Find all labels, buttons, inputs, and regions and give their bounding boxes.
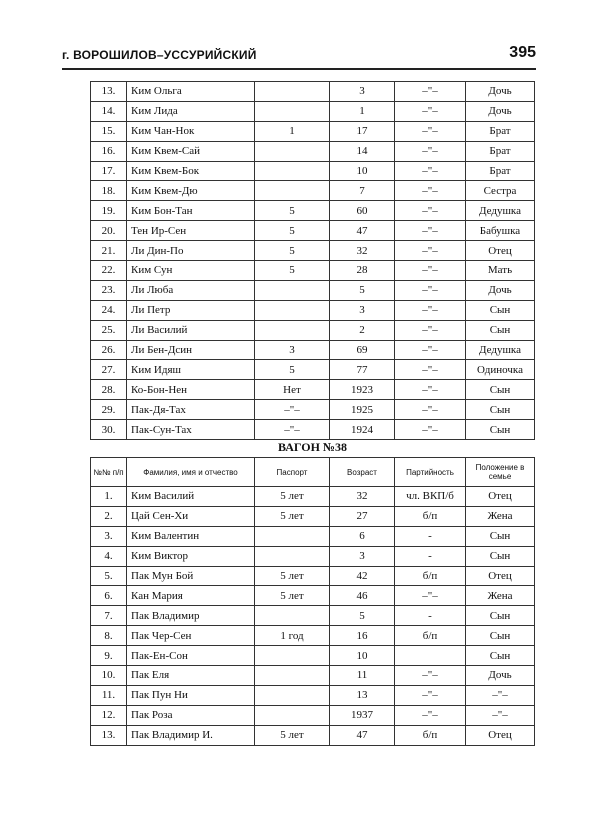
cell-name: Ким Виктор [127,546,255,566]
cell-age: 46 [330,586,395,606]
cell-name: Тен Ир-Сен [127,221,255,241]
cell-name: Ли Василий [127,320,255,340]
cell-age: 1925 [330,400,395,420]
wagon-title: ВАГОН №38 [278,440,347,454]
table-row [91,506,535,526]
page-number: 395 [509,44,536,61]
cell-name: Пак Пун Ни [127,685,255,705]
cell-number: 19. [91,201,127,221]
table-row [91,261,535,281]
cell-passport [255,705,330,725]
cell-party: –"– [395,666,466,686]
cell-name: Ли Дин-По [127,241,255,261]
cell-name: Пак Владимир [127,606,255,626]
table-row [91,201,535,221]
cell-age: 1924 [330,420,395,440]
cell-passport: –"– [255,400,330,420]
cell-number: 17. [91,161,127,181]
cell-name: Ким Лида [127,101,255,121]
cell-party: –"– [395,121,466,141]
cell-party: б/п [395,506,466,526]
cell-family-role: –"– [466,705,535,725]
cell-family-role: Отец [466,566,535,586]
cell-party: –"– [395,181,466,201]
cell-age: 1937 [330,705,395,725]
cell-number: 14. [91,101,127,121]
cell-passport [255,161,330,181]
cell-age: 6 [330,526,395,546]
cell-age: 16 [330,626,395,646]
cell-number: 16. [91,141,127,161]
cell-name: Ким Бон-Тан [127,201,255,221]
cell-passport: 1 год [255,626,330,646]
cell-passport: –"– [255,420,330,440]
cell-party: –"– [395,586,466,606]
cell-number: 2. [91,506,127,526]
column-header: Паспорт [255,458,330,487]
column-header: Фамилия, имя и отчество [127,458,255,487]
table-row [91,606,535,626]
cell-age: 1 [330,101,395,121]
cell-passport: 5 [255,241,330,261]
table-row [91,546,535,566]
cell-party: –"– [395,280,466,300]
cell-number: 26. [91,340,127,360]
cell-age: 3 [330,82,395,102]
cell-number: 12. [91,705,127,725]
cell-name: Пак Роза [127,705,255,725]
table-row [91,161,535,181]
table-row [91,300,535,320]
table-row [91,101,535,121]
cell-age: 2 [330,320,395,340]
cell-age: 42 [330,566,395,586]
cell-party: - [395,526,466,546]
cell-passport [255,606,330,626]
cell-name: Пак Мун Бой [127,566,255,586]
passenger-table-continued [90,81,535,440]
column-header: Возраст [330,458,395,487]
cell-age: 60 [330,201,395,221]
cell-family-role: Отец [466,241,535,261]
cell-passport: 5 [255,261,330,281]
cell-passport [255,526,330,546]
cell-age: 17 [330,121,395,141]
table-row [91,487,535,507]
cell-name: Пак-Ен-Сон [127,646,255,666]
cell-party: - [395,606,466,626]
cell-family-role: Жена [466,506,535,526]
cell-passport: 3 [255,340,330,360]
cell-name: Ко-Бон-Нен [127,380,255,400]
cell-family-role: Брат [466,121,535,141]
cell-family-role: Мать [466,261,535,281]
cell-family-role: Отец [466,487,535,507]
cell-name: Ким Квем-Бок [127,161,255,181]
table-row [91,526,535,546]
table-row [91,685,535,705]
cell-number: 22. [91,261,127,281]
cell-number: 13. [91,725,127,745]
header-title: г. ВОРОШИЛОВ–УССУРИЙСКИЙ [62,48,257,62]
cell-passport: 5 лет [255,506,330,526]
table-row [91,181,535,201]
cell-name: Ким Ольга [127,82,255,102]
cell-party: –"– [395,320,466,340]
cell-age: 10 [330,161,395,181]
cell-family-role: Брат [466,141,535,161]
cell-party: –"– [395,400,466,420]
cell-party: –"– [395,101,466,121]
cell-number: 18. [91,181,127,201]
cell-age: 5 [330,606,395,626]
cell-family-role: Дедушка [466,201,535,221]
cell-family-role: Сын [466,626,535,646]
cell-number: 13. [91,82,127,102]
cell-number: 15. [91,121,127,141]
cell-family-role: Сын [466,400,535,420]
column-header: Партийность [395,458,466,487]
cell-number: 20. [91,221,127,241]
cell-passport: 5 [255,221,330,241]
cell-number: 10. [91,666,127,686]
table-row [91,400,535,420]
cell-family-role: Дедушка [466,340,535,360]
cell-age: 3 [330,546,395,566]
cell-party [395,646,466,666]
cell-family-role: Сын [466,546,535,566]
cell-party: –"– [395,141,466,161]
cell-number: 3. [91,526,127,546]
cell-family-role: Дочь [466,82,535,102]
table-row [91,380,535,400]
cell-number: 8. [91,626,127,646]
cell-passport: 5 лет [255,566,330,586]
table-row [91,280,535,300]
cell-age: 32 [330,487,395,507]
running-header [62,46,536,70]
cell-family-role: Сын [466,420,535,440]
cell-number: 11. [91,685,127,705]
cell-family-role: Бабушка [466,221,535,241]
cell-passport [255,280,330,300]
cell-party: –"– [395,300,466,320]
cell-family-role: Сын [466,380,535,400]
cell-party: –"– [395,82,466,102]
cell-age: 69 [330,340,395,360]
column-header: Положение в семье [466,458,535,487]
cell-party: –"– [395,201,466,221]
cell-family-role: Сын [466,300,535,320]
cell-age: 13 [330,685,395,705]
cell-age: 77 [330,360,395,380]
cell-passport: 5 [255,360,330,380]
table-row [91,82,535,102]
cell-party: б/п [395,725,466,745]
cell-age: 5 [330,280,395,300]
cell-name: Пак Владимир И. [127,725,255,745]
cell-age: 10 [330,646,395,666]
cell-name: Ким Идяш [127,360,255,380]
table-row [91,340,535,360]
cell-family-role: Дочь [466,280,535,300]
cell-number: 21. [91,241,127,261]
cell-name: Цай Сен-Хи [127,506,255,526]
table-row [91,646,535,666]
cell-passport: 5 лет [255,725,330,745]
cell-name: Пак Чер-Сен [127,626,255,646]
cell-number: 4. [91,546,127,566]
cell-passport [255,546,330,566]
table-row [91,221,535,241]
cell-name: Ким Чан-Нок [127,121,255,141]
cell-age: 47 [330,221,395,241]
table-row [91,705,535,725]
cell-passport [255,181,330,201]
cell-party: –"– [395,380,466,400]
cell-number: 28. [91,380,127,400]
cell-name: Пак-Дя-Тах [127,400,255,420]
cell-age: 47 [330,725,395,745]
cell-name: Ким Сун [127,261,255,281]
cell-passport [255,646,330,666]
cell-age: 32 [330,241,395,261]
cell-party: - [395,546,466,566]
table-row [91,626,535,646]
cell-name: Ли Люба [127,280,255,300]
cell-name: Пак Еля [127,666,255,686]
table-row [91,320,535,340]
cell-number: 29. [91,400,127,420]
cell-family-role: Отец [466,725,535,745]
cell-name: Ким Василий [127,487,255,507]
cell-passport [255,101,330,121]
cell-age: 7 [330,181,395,201]
cell-name: Ким Валентин [127,526,255,546]
cell-age: 27 [330,506,395,526]
wagon-38-table [90,457,535,746]
cell-passport [255,685,330,705]
cell-party: –"– [395,705,466,725]
cell-family-role: Сын [466,320,535,340]
cell-number: 6. [91,586,127,606]
cell-name: Ким Квем-Дю [127,181,255,201]
cell-name: Кан Мария [127,586,255,606]
cell-passport [255,82,330,102]
table-row [91,141,535,161]
cell-party: б/п [395,566,466,586]
cell-passport: 1 [255,121,330,141]
table-row [91,420,535,440]
cell-family-role: Одиночка [466,360,535,380]
table-row [91,360,535,380]
cell-passport: 5 [255,201,330,221]
cell-number: 25. [91,320,127,340]
cell-passport [255,141,330,161]
cell-family-role: Дочь [466,666,535,686]
cell-party: –"– [395,685,466,705]
cell-party: –"– [395,221,466,241]
cell-number: 27. [91,360,127,380]
table-row [91,241,535,261]
cell-party: –"– [395,161,466,181]
cell-number: 1. [91,487,127,507]
cell-party: –"– [395,261,466,281]
cell-family-role: Сестра [466,181,535,201]
cell-family-role: –"– [466,685,535,705]
cell-family-role: Сын [466,526,535,546]
cell-passport: 5 лет [255,586,330,606]
cell-number: 30. [91,420,127,440]
cell-party: –"– [395,420,466,440]
cell-party: –"– [395,360,466,380]
column-header: №№ п/п [91,458,127,487]
table-row [91,666,535,686]
cell-party: чл. ВКП/б [395,487,466,507]
cell-number: 5. [91,566,127,586]
cell-age: 3 [330,300,395,320]
cell-name: Пак-Сун-Тах [127,420,255,440]
cell-family-role: Сын [466,646,535,666]
cell-family-role: Дочь [466,101,535,121]
cell-passport: 5 лет [255,487,330,507]
cell-passport [255,320,330,340]
cell-number: 7. [91,606,127,626]
cell-passport: Нет [255,380,330,400]
cell-family-role: Жена [466,586,535,606]
cell-passport [255,666,330,686]
cell-age: 11 [330,666,395,686]
cell-name: Ли Петр [127,300,255,320]
cell-age: 28 [330,261,395,281]
cell-age: 1923 [330,380,395,400]
cell-number: 23. [91,280,127,300]
cell-family-role: Сын [466,606,535,626]
cell-party: –"– [395,340,466,360]
table-row [91,566,535,586]
cell-name: Ли Бен-Дсин [127,340,255,360]
cell-party: б/п [395,626,466,646]
table-row [91,725,535,745]
table-row [91,121,535,141]
table-row [91,586,535,606]
cell-party: –"– [395,241,466,261]
cell-family-role: Брат [466,161,535,181]
cell-passport [255,300,330,320]
cell-age: 14 [330,141,395,161]
cell-number: 24. [91,300,127,320]
cell-number: 9. [91,646,127,666]
cell-name: Ким Квем-Сай [127,141,255,161]
